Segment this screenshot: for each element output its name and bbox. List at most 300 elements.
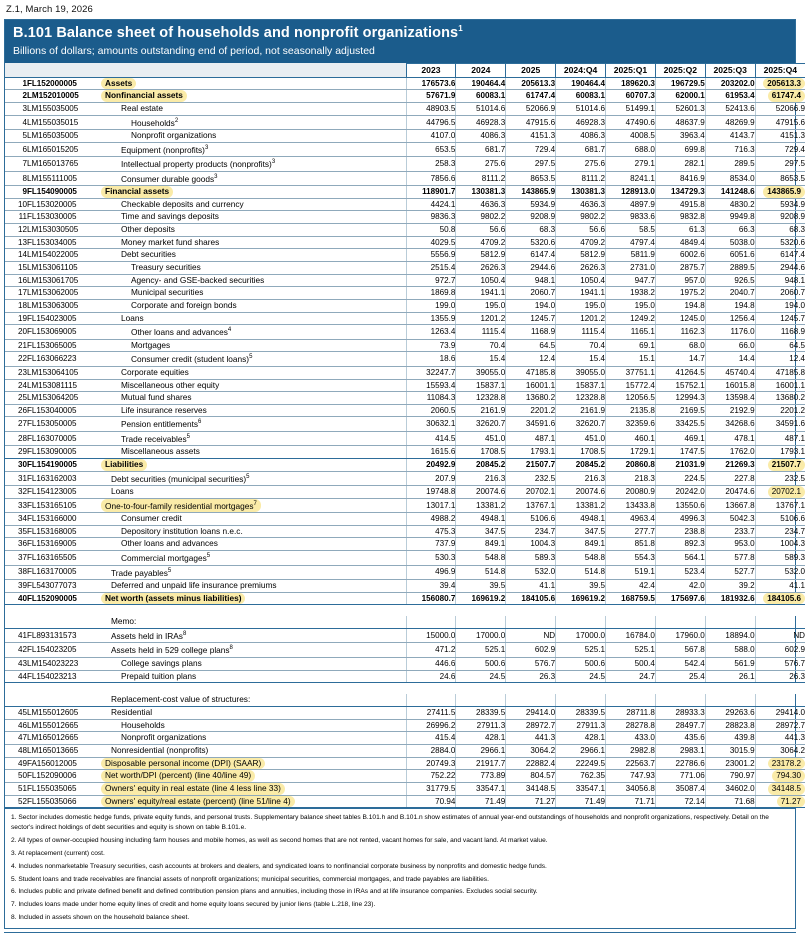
table-cell bbox=[606, 417, 656, 431]
cell-value: 39.2 bbox=[738, 580, 755, 590]
table-cell bbox=[556, 300, 606, 313]
table-cell bbox=[606, 694, 656, 706]
row-label-text: Municipal securities bbox=[131, 287, 204, 298]
cell-value: 4996.3 bbox=[680, 514, 705, 524]
cell-value: 194.0 bbox=[534, 301, 556, 311]
table-row bbox=[5, 142, 805, 156]
series-code bbox=[27, 694, 101, 706]
cell-value: 232.5 bbox=[534, 473, 556, 483]
table-cell bbox=[755, 103, 805, 116]
table-cell bbox=[606, 312, 656, 325]
cell-value: 460.1 bbox=[634, 433, 655, 443]
table-cell bbox=[755, 171, 805, 185]
row-label-text: Other loans and advances bbox=[121, 538, 218, 549]
cell-value: 849.1 bbox=[485, 539, 506, 549]
row-number: 19 bbox=[5, 312, 27, 325]
table-cell bbox=[506, 525, 556, 538]
table-cell bbox=[655, 744, 705, 757]
table-cell bbox=[456, 77, 506, 90]
table-cell bbox=[705, 198, 755, 211]
series-code: FL153065005 bbox=[27, 339, 101, 352]
cell-value: 972.7 bbox=[435, 275, 456, 285]
table-cell bbox=[755, 77, 805, 90]
cell-value: 8653.5 bbox=[780, 173, 805, 183]
cell-value: 13667.8 bbox=[725, 500, 755, 510]
row-label bbox=[101, 471, 406, 485]
cell-value: 22786.6 bbox=[675, 758, 705, 768]
cell-value: 496.9 bbox=[435, 567, 456, 577]
row-label bbox=[101, 157, 406, 171]
table-cell bbox=[506, 592, 556, 605]
row-label-text: Disposable personal income (DPI) (SAAR) bbox=[101, 758, 265, 770]
cell-value: 41.1 bbox=[539, 580, 556, 590]
cell-value: 27411.5 bbox=[426, 708, 456, 717]
table-row bbox=[5, 130, 805, 143]
table-cell bbox=[456, 431, 506, 445]
cell-value: 45740.4 bbox=[725, 367, 755, 377]
table-cell bbox=[556, 757, 606, 770]
table-cell bbox=[606, 103, 656, 116]
cell-value: 279.1 bbox=[634, 159, 655, 169]
table-cell bbox=[755, 339, 805, 352]
cell-value: 1115.4 bbox=[481, 327, 506, 337]
row-number: 49 bbox=[5, 757, 27, 770]
table-cell bbox=[655, 670, 705, 683]
table-cell bbox=[506, 142, 556, 156]
table-cell bbox=[655, 486, 705, 499]
table-cell bbox=[755, 782, 805, 795]
cell-value: 2060.7 bbox=[780, 288, 805, 298]
cell-value: 48903.5 bbox=[426, 104, 456, 114]
row-label-text: Net worth (assets minus liabilities) bbox=[101, 593, 245, 605]
cell-value: 1941.1 bbox=[480, 288, 506, 298]
cell-value: 2966.1 bbox=[480, 745, 506, 755]
table-cell bbox=[655, 592, 705, 605]
cell-value: 205613.3 bbox=[521, 78, 556, 88]
replacement-gap bbox=[5, 683, 805, 695]
table-cell bbox=[506, 236, 556, 249]
cell-value: 52066.9 bbox=[775, 104, 805, 114]
cell-value: 1249.2 bbox=[630, 313, 655, 323]
cell-value: 51014.6 bbox=[476, 104, 506, 114]
row-number: 40 bbox=[5, 592, 27, 605]
cell-value: 194.8 bbox=[684, 301, 705, 311]
cell-value: 62000.1 bbox=[675, 91, 705, 101]
table-cell bbox=[506, 707, 556, 720]
series-code: FL152000005 bbox=[27, 77, 101, 90]
cell-value: 514.8 bbox=[584, 567, 606, 577]
table-cell bbox=[406, 366, 456, 379]
table-cell bbox=[705, 471, 755, 485]
row-label bbox=[101, 325, 406, 339]
table-row bbox=[5, 707, 805, 720]
row-label bbox=[101, 142, 406, 156]
series-code: FL153020005 bbox=[27, 198, 101, 211]
table-cell bbox=[406, 274, 456, 287]
cell-value: 28933.3 bbox=[675, 708, 705, 717]
table-cell bbox=[506, 287, 556, 300]
table-row bbox=[5, 103, 805, 116]
row-label bbox=[101, 392, 406, 405]
cell-value: 143865.9 bbox=[763, 186, 805, 198]
series-code: LM153030505 bbox=[27, 224, 101, 237]
row-label-text: Net worth/DPI (percent) (line 40/line 49) bbox=[101, 770, 255, 782]
row-number: 4 bbox=[5, 115, 27, 129]
cell-value: 12056.5 bbox=[625, 393, 655, 403]
table-cell bbox=[456, 643, 506, 657]
row-label bbox=[101, 538, 406, 551]
table-cell bbox=[556, 224, 606, 237]
series-code: LM153081115 bbox=[27, 379, 101, 392]
cell-value: 33547.1 bbox=[476, 783, 506, 793]
cell-value: 56.6 bbox=[589, 225, 606, 235]
cell-value: 532.0 bbox=[784, 567, 805, 577]
table-cell bbox=[606, 211, 656, 224]
cell-value: 34602.0 bbox=[725, 783, 755, 793]
table-cell bbox=[406, 538, 456, 551]
cell-value: 451.0 bbox=[485, 433, 506, 443]
table-row bbox=[5, 498, 805, 512]
series-code: FL153069005 bbox=[27, 325, 101, 339]
cell-value: 1708.5 bbox=[480, 447, 506, 457]
row-label-text: Debt securities bbox=[121, 249, 176, 260]
cell-value: 577.8 bbox=[734, 552, 755, 562]
table-cell bbox=[606, 498, 656, 512]
row-number: 14 bbox=[5, 249, 27, 262]
cell-value: 18894.0 bbox=[725, 630, 755, 640]
table-cell bbox=[755, 525, 805, 538]
table-cell bbox=[755, 274, 805, 287]
cell-value: 548.8 bbox=[485, 552, 506, 562]
cell-value: 589.3 bbox=[784, 552, 805, 562]
row-label-text: Deferred and unpaid life insurance premiums bbox=[111, 579, 277, 590]
table-cell bbox=[655, 312, 705, 325]
cell-value: 205613.3 bbox=[763, 78, 805, 90]
cell-value: 156080.7 bbox=[421, 593, 456, 603]
cell-value: 729.4 bbox=[534, 144, 556, 154]
row-number: 33 bbox=[5, 498, 27, 512]
cell-value: 216.3 bbox=[485, 473, 506, 483]
cell-value: 1762.0 bbox=[729, 447, 755, 457]
table-cell bbox=[606, 732, 656, 745]
cell-value: 71.49 bbox=[485, 796, 506, 806]
cell-value: 5042.3 bbox=[729, 514, 755, 524]
cell-value: 12328.8 bbox=[575, 393, 606, 403]
cell-value: 525.1 bbox=[584, 645, 606, 655]
cell-value: 8653.5 bbox=[530, 173, 556, 183]
table-cell bbox=[456, 366, 506, 379]
row-number: 2 bbox=[5, 90, 27, 103]
row-label bbox=[101, 404, 406, 417]
table-cell bbox=[406, 262, 456, 275]
table-cell bbox=[705, 670, 755, 683]
cell-value: 184105.6 bbox=[763, 593, 805, 605]
row-label-text: Trade payables$^5$ bbox=[111, 567, 172, 578]
table-cell bbox=[456, 707, 506, 720]
cell-value: 71.68 bbox=[734, 796, 755, 806]
table-cell bbox=[755, 300, 805, 313]
cell-value: 3963.4 bbox=[680, 131, 705, 141]
table-cell bbox=[456, 130, 506, 143]
cell-value: 2884.0 bbox=[430, 745, 456, 755]
cell-value: 514.8 bbox=[485, 567, 506, 577]
table-cell bbox=[456, 392, 506, 405]
row-number: 43 bbox=[5, 657, 27, 670]
table-cell bbox=[705, 157, 755, 171]
table-cell bbox=[556, 287, 606, 300]
table-cell bbox=[506, 782, 556, 795]
table-cell bbox=[556, 525, 606, 538]
table-cell bbox=[606, 379, 656, 392]
table-cell bbox=[456, 171, 506, 185]
table-cell bbox=[705, 379, 755, 392]
table-cell bbox=[456, 719, 506, 732]
row-label bbox=[101, 670, 406, 683]
table-cell bbox=[556, 744, 606, 757]
table-cell bbox=[456, 525, 506, 538]
table-cell bbox=[655, 795, 705, 808]
table-cell bbox=[655, 352, 705, 366]
table-cell bbox=[556, 770, 606, 783]
table-cell bbox=[406, 142, 456, 156]
cell-value: 530.3 bbox=[435, 552, 456, 562]
cell-value: 9833.6 bbox=[630, 212, 655, 222]
series-code: FL154123005 bbox=[27, 486, 101, 499]
table-cell bbox=[556, 670, 606, 683]
cell-value: 60083.1 bbox=[476, 91, 506, 101]
table-cell bbox=[506, 224, 556, 237]
table-cell bbox=[655, 498, 705, 512]
table-cell bbox=[755, 732, 805, 745]
cell-value: 22249.5 bbox=[575, 758, 606, 768]
cell-value: 42.0 bbox=[689, 580, 705, 590]
table-cell bbox=[606, 670, 656, 683]
table-cell bbox=[705, 525, 755, 538]
cell-value: 20749.3 bbox=[426, 758, 456, 768]
table-cell bbox=[506, 795, 556, 808]
cell-value: 73.9 bbox=[439, 340, 456, 350]
table-cell bbox=[705, 719, 755, 732]
table-cell bbox=[506, 458, 556, 471]
table-cell bbox=[406, 300, 456, 313]
cell-value: 3064.2 bbox=[530, 745, 556, 755]
table-cell bbox=[456, 249, 506, 262]
cell-value: 519.1 bbox=[634, 567, 655, 577]
table-cell bbox=[655, 379, 705, 392]
table-cell bbox=[456, 629, 506, 643]
cell-value: 199.0 bbox=[435, 301, 456, 311]
cell-value: 5556.9 bbox=[430, 250, 456, 260]
cell-value: 289.5 bbox=[734, 159, 755, 169]
cell-value: 4897.9 bbox=[630, 199, 655, 209]
cell-value: 30632.1 bbox=[426, 419, 456, 429]
column-header-2025: 2025 bbox=[506, 63, 556, 77]
table-cell bbox=[655, 551, 705, 565]
table-cell bbox=[655, 513, 705, 526]
cell-value: 24.7 bbox=[639, 671, 655, 681]
table-row bbox=[5, 352, 805, 366]
cell-value: 44796.5 bbox=[426, 117, 456, 127]
column-header-2025q3: 2025:Q3 bbox=[705, 63, 755, 77]
cell-value: 1176.0 bbox=[730, 327, 755, 337]
row-number: 20 bbox=[5, 325, 27, 339]
table-cell bbox=[406, 694, 456, 706]
cell-value: 6002.6 bbox=[680, 250, 705, 260]
spacer-cell bbox=[5, 683, 805, 695]
table-row bbox=[5, 339, 805, 352]
table-cell bbox=[606, 629, 656, 643]
table-cell bbox=[406, 795, 456, 808]
table-frame bbox=[4, 19, 805, 929]
cell-value: 218.3 bbox=[634, 473, 655, 483]
cell-value: 13017.1 bbox=[426, 500, 456, 510]
cell-value: 25.4 bbox=[689, 671, 705, 681]
cell-value: 282.1 bbox=[684, 159, 705, 169]
table-cell bbox=[705, 744, 755, 757]
row-label bbox=[101, 171, 406, 185]
table-cell bbox=[655, 157, 705, 171]
table-cell bbox=[705, 224, 755, 237]
row-label bbox=[101, 130, 406, 143]
table-cell bbox=[655, 616, 705, 628]
cell-value: 2161.9 bbox=[580, 405, 606, 415]
table-cell bbox=[506, 300, 556, 313]
table-cell bbox=[755, 657, 805, 670]
table-cell bbox=[755, 498, 805, 512]
series-code: FL163165505 bbox=[27, 551, 101, 565]
row-label bbox=[101, 103, 406, 116]
cell-value: 224.5 bbox=[684, 473, 705, 483]
table-cell bbox=[406, 103, 456, 116]
row-label bbox=[101, 236, 406, 249]
cell-value: 525.1 bbox=[634, 645, 655, 655]
series-code: LM165013765 bbox=[27, 157, 101, 171]
cell-value: 3015.9 bbox=[729, 745, 755, 755]
cell-value: 5812.9 bbox=[580, 250, 606, 260]
table-cell bbox=[655, 198, 705, 211]
table-cell bbox=[755, 629, 805, 643]
cell-value: 47185.8 bbox=[525, 367, 556, 377]
cell-value: 143865.9 bbox=[521, 187, 556, 197]
table-cell bbox=[705, 513, 755, 526]
table-cell bbox=[456, 157, 506, 171]
cell-value: 4948.1 bbox=[580, 514, 606, 524]
row-number bbox=[5, 694, 27, 706]
row-label bbox=[101, 565, 406, 579]
cell-value: 15837.1 bbox=[476, 380, 506, 390]
cell-value: 195.0 bbox=[584, 301, 606, 311]
row-label bbox=[101, 287, 406, 300]
table-cell bbox=[456, 142, 506, 156]
cell-value: 28339.5 bbox=[476, 708, 506, 717]
cell-value: 1615.6 bbox=[430, 447, 456, 457]
row-label-text: Households$^2$ bbox=[131, 117, 179, 128]
table-cell bbox=[705, 458, 755, 471]
series-code: FL155035066 bbox=[27, 795, 101, 808]
row-number: 25 bbox=[5, 392, 27, 405]
table-cell bbox=[506, 579, 556, 592]
cell-value: 194.8 bbox=[734, 301, 755, 311]
table-cell bbox=[705, 404, 755, 417]
table-cell bbox=[705, 300, 755, 313]
cell-value: 57671.9 bbox=[426, 91, 456, 101]
cell-value: 48637.9 bbox=[675, 117, 705, 127]
table-row bbox=[5, 171, 805, 185]
footnote-marker: 3 bbox=[214, 173, 218, 180]
row-label bbox=[101, 744, 406, 757]
row-label-text: Consumer credit bbox=[121, 513, 182, 524]
table-cell bbox=[705, 770, 755, 783]
table-cell bbox=[655, 249, 705, 262]
footnote-6: 6. Includes public and private defined benefit and defined contribution pension plans and annuities, including those in IRAs and at life insurance companies. Excludes social security. bbox=[11, 888, 538, 896]
table-cell bbox=[655, 458, 705, 471]
row-label-text: Commercial mortgages$^5$ bbox=[121, 552, 211, 563]
cell-value: 26.3 bbox=[539, 671, 556, 681]
cell-value: 15.4 bbox=[589, 354, 606, 364]
series-code: LM153064205 bbox=[27, 392, 101, 405]
row-label-text: Intellectual property products (nonprofits)$^3$ bbox=[121, 159, 276, 170]
row-label bbox=[101, 224, 406, 237]
column-header-row bbox=[5, 63, 805, 77]
cell-value: 23001.2 bbox=[725, 758, 755, 768]
table-cell bbox=[556, 157, 606, 171]
table-cell bbox=[456, 224, 506, 237]
table-cell bbox=[406, 115, 456, 129]
series-code: FL153040005 bbox=[27, 404, 101, 417]
table-row bbox=[5, 446, 805, 459]
cell-value: 1708.5 bbox=[580, 447, 606, 457]
cell-value: 2944.6 bbox=[780, 263, 805, 273]
cell-value: 794.30 bbox=[772, 770, 805, 782]
table-row bbox=[5, 262, 805, 275]
table-cell bbox=[705, 707, 755, 720]
row-number: 31 bbox=[5, 471, 27, 485]
release-line: Z.1, March 19, 2026 bbox=[6, 4, 93, 15]
cell-value: 203202.0 bbox=[720, 78, 755, 88]
cell-value: 234.7 bbox=[784, 526, 805, 536]
series-code: LM153061705 bbox=[27, 274, 101, 287]
table-cell bbox=[456, 404, 506, 417]
table-cell bbox=[755, 719, 805, 732]
cell-value: 21917.7 bbox=[476, 758, 506, 768]
cell-value: 1245.7 bbox=[530, 313, 556, 323]
table-cell bbox=[406, 525, 456, 538]
cell-value: 1168.9 bbox=[780, 327, 805, 337]
cell-value: 699.8 bbox=[684, 144, 705, 154]
row-number: 17 bbox=[5, 287, 27, 300]
table-row bbox=[5, 458, 805, 471]
table-row bbox=[5, 744, 805, 757]
cell-value: 39055.0 bbox=[575, 367, 606, 377]
cell-value: 1201.2 bbox=[580, 313, 606, 323]
cell-value: 2060.5 bbox=[430, 405, 456, 415]
cell-value: 12328.8 bbox=[476, 393, 506, 403]
table-cell bbox=[556, 694, 606, 706]
table-cell bbox=[406, 471, 456, 485]
table-cell bbox=[506, 90, 556, 103]
row-label bbox=[101, 186, 406, 199]
cell-value: 26.3 bbox=[789, 671, 805, 681]
table-cell bbox=[456, 339, 506, 352]
cell-value: 34148.5 bbox=[768, 783, 805, 795]
cell-value: 32620.7 bbox=[476, 419, 506, 429]
cell-value: ND bbox=[543, 630, 556, 640]
table-header bbox=[5, 63, 805, 77]
cell-value: 4151.3 bbox=[780, 131, 805, 141]
table-cell bbox=[755, 352, 805, 366]
cell-value: 487.1 bbox=[534, 433, 556, 443]
table-cell bbox=[456, 211, 506, 224]
